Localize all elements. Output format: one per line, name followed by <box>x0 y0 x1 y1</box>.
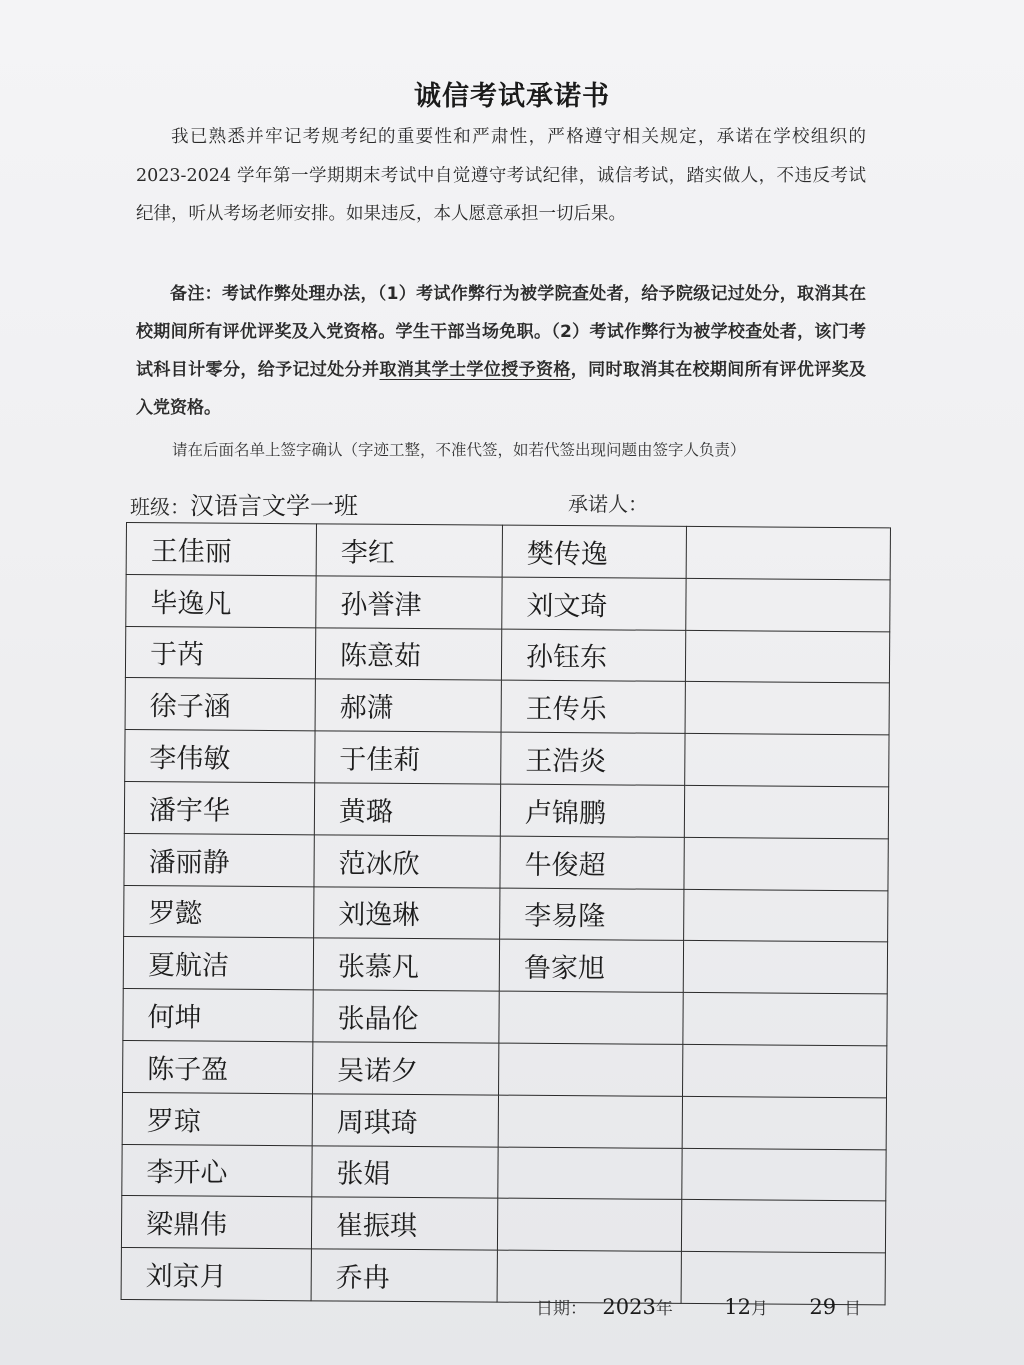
note-text-part1: 备注：考试作弊处理办法，（1）考试作弊行为被学院查处者，给予院级记过处分，取消其在校期间所有评优评奖及入党资格。学生干部当场免职。（2）考试作弊行为被学校查处者，该门考试科目计零分，给予记过处分并 <box>136 284 866 380</box>
signature-cell: 李易隆 <box>500 888 684 941</box>
date-year: 2023 <box>602 1295 656 1319</box>
class-field <box>130 486 358 521</box>
signature-row <box>124 833 888 890</box>
pledger-label: 承诺人： <box>568 492 648 516</box>
signature-row <box>124 781 888 838</box>
signature-cell: 刘文琦 <box>502 577 686 630</box>
signature-cell <box>682 1148 886 1201</box>
signature-cell <box>498 1147 682 1200</box>
date-day-unit: 日 <box>844 1299 862 1319</box>
signature-cell: 陈子盈 <box>123 1040 313 1093</box>
signature-cell: 罗琼 <box>122 1092 312 1145</box>
signature-row <box>123 1040 887 1097</box>
signature-cell: 孙誉津 <box>316 576 502 629</box>
pledge-paragraph: 我已熟悉并牢记考规考纪的重要性和严肃性，严格遵守相关规定，承诺在学校组织的 2023-2024 学年第一学期期末考试中自觉遵守考试纪律，诚信考试，踏实做人，不违反考试纪律，听从考场老师安排。如果违反，本人愿意承担一切后果。 <box>136 127 866 224</box>
signature-row <box>122 1092 886 1149</box>
signature-table <box>121 522 891 1305</box>
signature-cell <box>498 1095 682 1148</box>
date-year-unit: 年 <box>655 1299 673 1319</box>
signature-cell <box>683 941 887 994</box>
signature-cell <box>497 1198 681 1251</box>
signature-cell: 李开心 <box>122 1144 312 1197</box>
signature-cell: 李伟敏 <box>125 730 315 783</box>
signature-cell: 鲁家旭 <box>499 939 683 992</box>
date-line <box>536 1294 861 1319</box>
signature-cell <box>682 1096 886 1149</box>
class-label: 班级： <box>130 495 190 519</box>
signature-cell <box>685 734 889 787</box>
signature-cell <box>685 630 889 683</box>
signature-cell: 周琪琦 <box>312 1094 498 1147</box>
signature-row <box>121 1196 885 1253</box>
signature-cell: 刘逸琳 <box>314 886 500 939</box>
date-day: 29 <box>809 1295 837 1319</box>
signature-cell: 潘宇华 <box>124 781 314 834</box>
signing-instruction: 请在后面名单上签字确认（字迹工整，不准代签，如若代签出现问题由签字人负责） <box>172 441 746 459</box>
signature-cell: 卢锦鹏 <box>500 784 684 837</box>
signature-cell: 王浩炎 <box>501 732 685 785</box>
signature-cell <box>685 682 889 735</box>
signature-cell: 崔振琪 <box>311 1197 497 1250</box>
signature-cell: 樊传逸 <box>502 525 686 578</box>
signature-row <box>123 937 887 994</box>
signature-cell: 张晶伦 <box>313 990 499 1043</box>
signature-cell <box>681 1200 885 1253</box>
signature-cell <box>686 526 890 579</box>
signature-row <box>125 730 889 787</box>
document-title: 诚信考试承诺书 <box>414 81 610 112</box>
signature-cell: 郝潇 <box>315 679 501 732</box>
signature-cell: 于芮 <box>125 626 315 679</box>
signature-cell: 牛俊超 <box>500 836 684 889</box>
signature-cell: 范冰欣 <box>314 835 500 888</box>
note-underlined-text: 取消其学士学位授予资格 <box>379 360 571 380</box>
signature-cell: 吴诺夕 <box>313 1042 499 1095</box>
signature-row <box>126 523 890 580</box>
signature-cell <box>499 1043 683 1096</box>
signature-cell: 王佳丽 <box>126 523 316 576</box>
signature-cell: 毕逸凡 <box>126 574 316 627</box>
signature-cell: 王传乐 <box>501 681 685 734</box>
note-text-part2: ，同时取消其在校期间所有评优评奖及入党资格。 <box>136 360 867 418</box>
signature-cell <box>686 578 890 631</box>
signature-cell: 梁鼎伟 <box>121 1196 311 1249</box>
signature-cell: 刘京月 <box>121 1248 311 1301</box>
signature-cell <box>683 993 887 1046</box>
signature-table-body <box>121 523 890 1305</box>
signature-cell <box>684 889 888 942</box>
signature-cell: 夏航洁 <box>123 937 313 990</box>
signature-row <box>123 989 887 1046</box>
signature-cell: 乔冉 <box>311 1249 497 1302</box>
signature-row <box>124 885 888 942</box>
signature-cell: 张娟 <box>312 1145 498 1198</box>
signature-cell: 陈意茹 <box>315 627 501 680</box>
signature-cell: 潘丽静 <box>124 833 314 886</box>
signature-row <box>125 678 889 735</box>
signature-row <box>125 626 889 683</box>
signature-cell: 李红 <box>316 524 502 577</box>
signature-cell: 于佳莉 <box>315 731 501 784</box>
signature-row <box>122 1144 886 1201</box>
signature-cell: 徐子涵 <box>125 678 315 731</box>
signature-cell <box>683 1044 887 1097</box>
signature-cell: 罗懿 <box>124 885 314 938</box>
date-month: 12 <box>724 1295 751 1319</box>
note-paragraph <box>136 275 866 427</box>
class-value: 汉语言文学一班 <box>190 492 358 520</box>
date-month-unit: 月 <box>751 1299 768 1319</box>
date-label: 日期： <box>536 1299 587 1319</box>
signature-cell <box>684 837 888 890</box>
signature-cell: 黄璐 <box>314 783 500 836</box>
signature-cell <box>499 991 683 1044</box>
signature-row <box>126 574 890 631</box>
signature-cell: 孙钰东 <box>501 629 685 682</box>
signature-cell: 何坤 <box>123 989 313 1042</box>
signature-cell <box>684 785 888 838</box>
signature-cell: 张慕凡 <box>313 938 499 991</box>
